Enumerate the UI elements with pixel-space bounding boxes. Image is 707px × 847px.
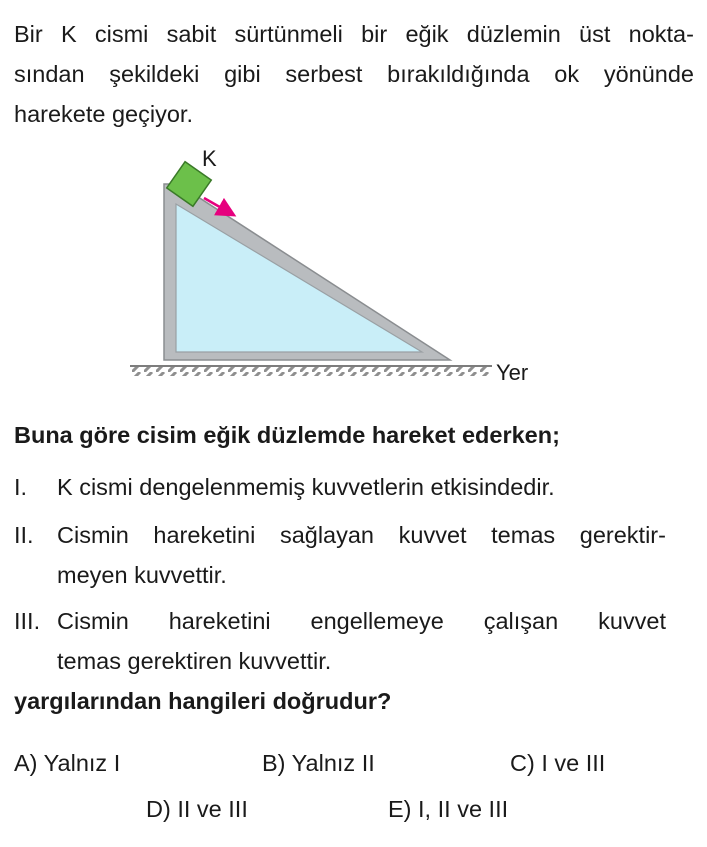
word: bir [361, 21, 388, 47]
word: engellemeye [310, 608, 444, 634]
word: sından [14, 61, 85, 87]
word: hareketini [153, 522, 256, 548]
inclined-plane-figure [120, 148, 560, 388]
statement-text: K cismi dengelenmemiş kuvvetlerin etkisindedir. [57, 474, 555, 500]
word: hareketini [168, 608, 271, 634]
word: üst [579, 21, 611, 47]
ground-label: Yer [496, 360, 529, 385]
word: cismi [94, 21, 149, 47]
intro-line-2 [14, 54, 694, 94]
word: gerektir- [579, 522, 666, 548]
word: bırakıldığında [387, 61, 530, 87]
block-label: K [202, 148, 217, 171]
word: nokta- [628, 21, 694, 47]
word: ok [554, 61, 580, 87]
word: gibi [224, 61, 261, 87]
ground-hatch [130, 366, 492, 376]
word: Cismin [57, 522, 129, 548]
option-a[interactable]: A) Yalnız I [14, 750, 121, 776]
word: sürtünmeli [234, 21, 343, 47]
word: kuvvet [598, 608, 666, 634]
question-closing: yargılarından hangileri doğrudur? [14, 688, 392, 714]
intro-paragraph [14, 14, 694, 134]
ramp-body [176, 204, 422, 352]
statement-2 [14, 515, 666, 595]
word: çalışan [483, 608, 559, 634]
statement-number: I. [14, 474, 28, 500]
statement-text-line-2: meyen kuvvettir. [57, 562, 227, 588]
word: eğik [405, 21, 449, 47]
statement-text-line-2: temas gerektiren kuvvettir. [57, 648, 332, 674]
word: Bir [14, 21, 43, 47]
word: temas [491, 522, 556, 548]
question-stem: Buna göre cisim eğik düzlemde hareket ederken; [14, 422, 560, 448]
word: sağlayan [279, 522, 375, 548]
statement-1 [14, 467, 666, 507]
intro-line-1 [14, 14, 694, 54]
option-b[interactable]: B) Yalnız II [262, 750, 375, 776]
option-c[interactable]: C) I ve III [510, 750, 606, 776]
word: düzlemin [466, 21, 561, 47]
statement-number: II. [14, 522, 34, 548]
option-e[interactable]: E) I, II ve III [388, 796, 509, 822]
intro-line-3: harekete geçiyor. [14, 101, 193, 127]
word: Cismin [57, 608, 129, 634]
word: serbest [285, 61, 363, 87]
word: kuvvet [398, 522, 467, 548]
word: K [60, 21, 77, 47]
option-d[interactable]: D) II ve III [146, 796, 248, 822]
word: şekildeki [109, 61, 200, 87]
statement-3 [14, 601, 666, 681]
statement-text-line-1 [57, 601, 666, 641]
word: sabit [166, 21, 217, 47]
word: yönünde [603, 61, 694, 87]
statement-text-line-1 [57, 515, 666, 555]
statement-number: III. [14, 608, 41, 634]
inclined-plane-diagram [120, 148, 560, 388]
